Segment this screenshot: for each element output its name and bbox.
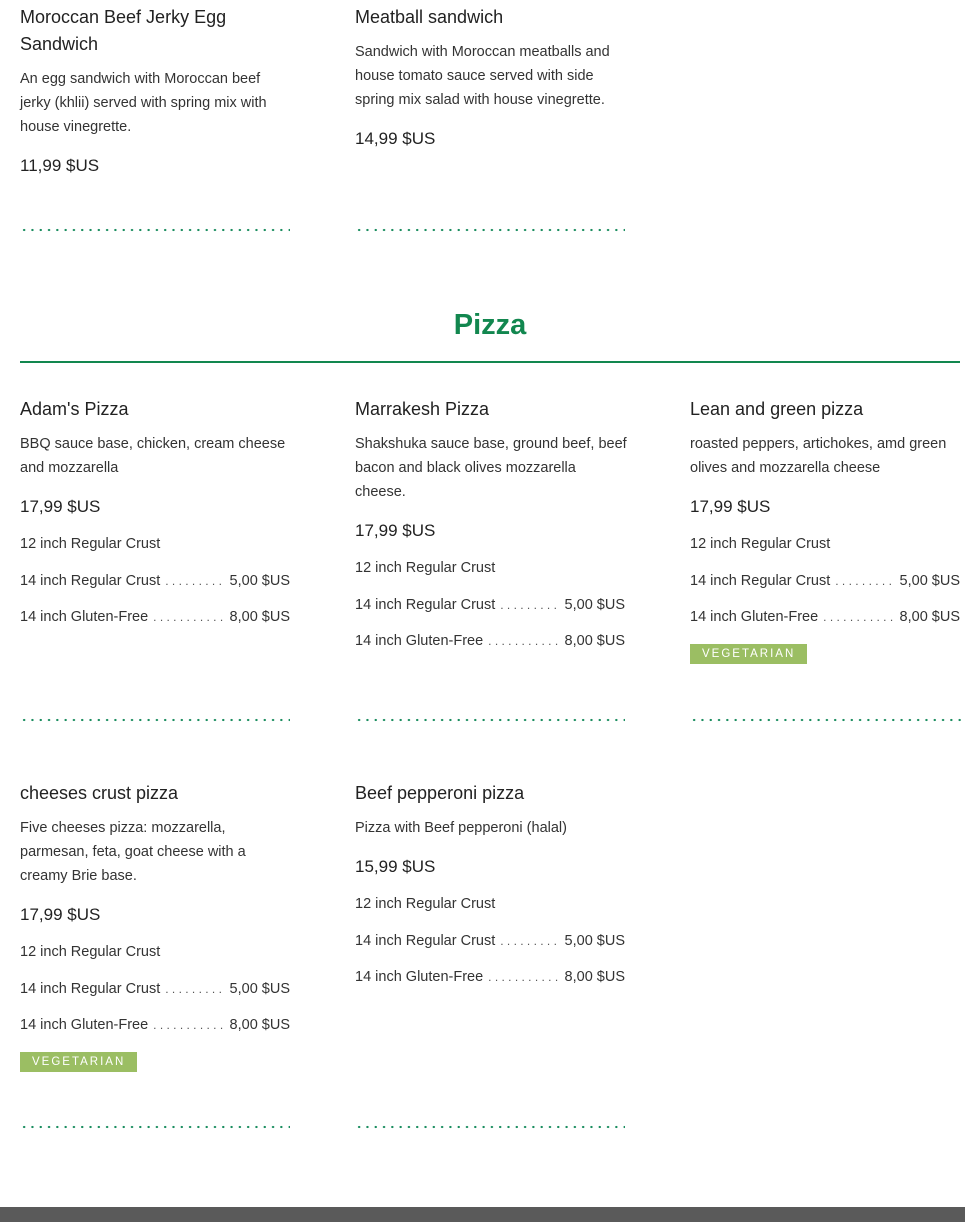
variant-price: 5,00 $US [899, 572, 960, 589]
variant-name: 12 inch Regular Crust [355, 560, 496, 576]
item-divider [20, 718, 290, 722]
variant-row [20, 571, 290, 608]
item-description: BBQ sauce base, chicken, cream cheese and mozzarella [20, 436, 286, 476]
item-title: Marrakesh Pizza [355, 399, 490, 419]
variant-price: 8,00 $US [899, 609, 960, 625]
item-title: Adam's Pizza [20, 399, 129, 419]
footer-bar [0, 1207, 965, 1222]
variant-list [355, 894, 625, 1004]
item-title: Beef pepperoni pizza [355, 783, 525, 803]
item-divider [20, 1125, 290, 1129]
menu-item-card [20, 4, 295, 178]
variant-price: 5,00 $US [229, 980, 290, 997]
variant-leader-dots [153, 607, 224, 627]
item-price: 15,99 $US [355, 857, 436, 876]
menu-item-card [20, 396, 290, 644]
item-description: Shakshuka sauce base, ground beef, beef bacon and black olives mozzarella cheese. [355, 436, 627, 500]
variant-price: 8,00 $US [564, 969, 625, 985]
item-title: cheeses crust pizza [20, 783, 179, 803]
variant-list [20, 942, 290, 1052]
variant-leader-dots [500, 931, 559, 951]
menu-item-card [355, 4, 630, 151]
variant-name: 12 inch Regular Crust [20, 944, 161, 960]
variant-row [355, 931, 625, 968]
variant-row [355, 631, 625, 668]
menu-item-card [690, 396, 960, 664]
variant-leader-dots [165, 979, 224, 999]
variant-price: 5,00 $US [564, 596, 625, 613]
variant-row [20, 979, 290, 1016]
variant-leader-dots [823, 607, 894, 627]
vegetarian-badge: VEGETARIAN [20, 1052, 137, 1072]
variant-list [20, 534, 290, 644]
item-divider [355, 718, 625, 722]
variant-price: 5,00 $US [229, 572, 290, 589]
variant-name: 12 inch Regular Crust [690, 536, 831, 552]
variant-row [20, 534, 290, 571]
item-divider [355, 228, 625, 232]
variant-name: 14 inch Regular Crust [20, 572, 161, 589]
menu-item-card [355, 396, 625, 668]
item-description: An egg sandwich with Moroccan beef jerky (khlii) served with spring mix with house vinegrette. [20, 71, 267, 135]
variant-leader-dots [500, 595, 559, 615]
section-title: Pizza [453, 309, 527, 341]
item-price: 17,99 $US [355, 521, 436, 540]
menu-item-card [20, 780, 290, 1072]
item-title: Meatball sandwich [355, 7, 504, 27]
variant-name: 12 inch Regular Crust [355, 896, 496, 912]
variant-leader-dots [153, 1015, 224, 1035]
variant-leader-dots [488, 631, 559, 651]
variant-price: 8,00 $US [564, 633, 625, 649]
item-description: roasted peppers, artichokes, amd green olives and mozzarella cheese [690, 436, 947, 476]
variant-name: 14 inch Gluten-Free [355, 633, 484, 649]
variant-name: 14 inch Regular Crust [20, 980, 161, 997]
variant-leader-dots [488, 967, 559, 987]
item-price: 17,99 $US [20, 497, 101, 516]
item-description: Pizza with Beef pepperoni (halal) [355, 820, 567, 836]
variant-price: 8,00 $US [229, 609, 290, 625]
item-price: 14,99 $US [355, 129, 436, 148]
variant-row [355, 967, 625, 1004]
variant-name: 12 inch Regular Crust [20, 536, 161, 552]
variant-row [355, 595, 625, 632]
variant-leader-dots [835, 571, 894, 591]
variant-name: 14 inch Regular Crust [355, 932, 496, 949]
item-price: 17,99 $US [690, 497, 771, 516]
item-description: Sandwich with Moroccan meatballs and house tomato sauce served with side spring mix salad with house vinegrette. [355, 44, 610, 108]
variant-row [20, 607, 290, 644]
variant-name: 14 inch Regular Crust [355, 596, 496, 613]
vegetarian-badge: VEGETARIAN [690, 644, 807, 664]
variant-name: 14 inch Gluten-Free [20, 1017, 149, 1033]
menu-item-card [355, 780, 625, 1004]
item-price: 11,99 $US [20, 156, 100, 175]
variant-leader-dots [165, 571, 224, 591]
item-price: 17,99 $US [20, 905, 101, 924]
item-divider [20, 228, 290, 232]
variant-price: 5,00 $US [564, 932, 625, 949]
item-title: Moroccan Beef Jerky Egg Sandwich [20, 7, 227, 54]
variant-name: 14 inch Gluten-Free [355, 969, 484, 985]
variant-name: 14 inch Gluten-Free [690, 609, 819, 625]
variant-name: 14 inch Gluten-Free [20, 609, 149, 625]
item-divider [690, 718, 962, 722]
variant-list [690, 534, 960, 644]
variant-row [355, 894, 625, 931]
item-title: Lean and green pizza [690, 399, 864, 419]
variant-row [20, 1015, 290, 1052]
variant-row [690, 571, 960, 608]
variant-name: 14 inch Regular Crust [690, 572, 831, 589]
section-rule [20, 361, 960, 363]
item-description: Five cheeses pizza: mozzarella, parmesan, feta, goat cheese with a creamy Brie base. [20, 820, 246, 884]
variant-row [690, 534, 960, 571]
variant-row [355, 558, 625, 595]
variant-price: 8,00 $US [229, 1017, 290, 1033]
variant-row [690, 607, 960, 644]
variant-row [20, 942, 290, 979]
item-divider [355, 1125, 625, 1129]
variant-list [355, 558, 625, 668]
